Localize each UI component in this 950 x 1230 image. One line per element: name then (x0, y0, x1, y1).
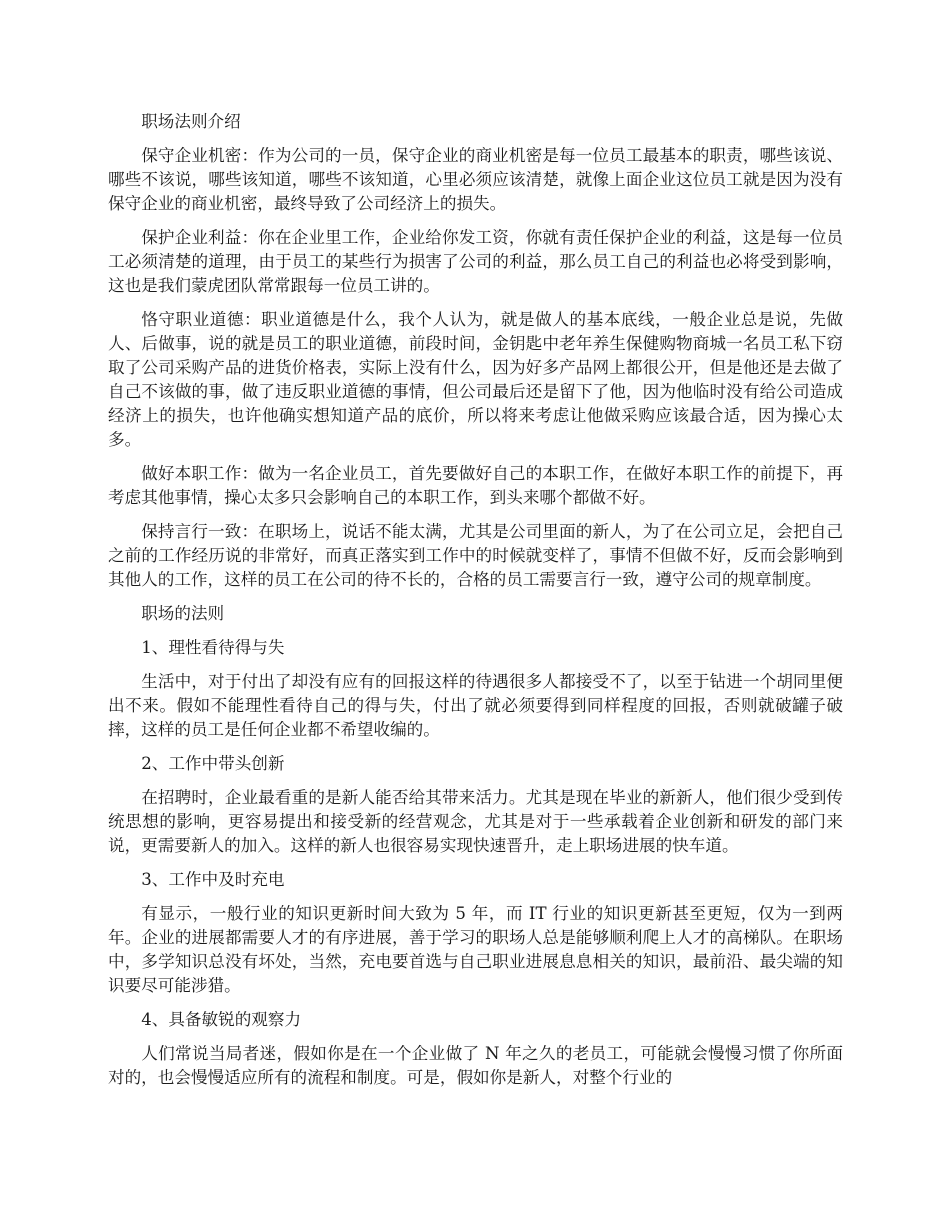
paragraph-consistency: 保持言行一致：在职场上，说话不能太满，尤其是公司里面的新人，为了在公司立足，会把自己之前的工作经历说的非常好，而真正落实到工作中的时候就变样了，事情不但做不好，反而会影响到其他人的工作，这样的员工在公司的待不长的，合格的员工需要言行一致，遵守公司的规章制度。 (108, 522, 843, 589)
rule-heading-4: 4、具备敏锐的观察力 (141, 1010, 302, 1029)
paragraph-own-duty: 做好本职工作：做为一名企业员工，首先要做好自己的本职工作，在做好本职工作的前提下，再考虑其他事情，操心太多只会影响自己的本职工作，到头来哪个都做不好。 (108, 464, 843, 507)
document-page (108, 110, 843, 1100)
rule-heading-1: 1、理性看待得与失 (141, 638, 285, 657)
section-title: 职场的法则 (141, 604, 225, 623)
paragraph-protect-interests: 保护企业利益：你在企业里工作，企业给你发工资，你就有责任保护企业的利益，这是每一位员工必须清楚的道理，由于员工的某些行为损害了公司的利益，那么员工自己的利益也必将受到影响，这也是我们蒙虎团队常常跟每一位员工讲的。 (108, 228, 843, 295)
paragraph-ethics: 恪守职业道德：职业道德是什么，我个人认为，就是做人的基本底线，一般企业总是说，先做人、后做事，说的就是员工的职业道德，前段时间，金钥匙中老年养生保健购物商城一名员工私下窃取了公司采购产品的进货价格表，实际上没有什么，因为好多产品网上都很公开，但是他还是去做了自己不该做的事，做了违反职业道德的事情，但公司最后还是留下了他，因为他临时没有给公司造成经济上的损失，也许他确实想知道产品的底价，所以将来考虑让他做采购应该最合适，因为操心太多。 (108, 310, 843, 449)
paragraph-rule-1: 生活中，对于付出了却没有应有的回报这样的待遇很多人都接受不了，以至于钻进一个胡同里便出不来。假如不能理性看待自己的得与失，付出了就必须要得到同样程度的回报，否则就破罐子破摔，这样的员工是任何企业都不希望收编的。 (108, 672, 843, 739)
paragraph-rule-2: 在招聘时，企业最看重的是新人能否给其带来活力。尤其是现在毕业的新新人，他们很少受到传统思想的影响，更容易提出和接受新的经营观念，尤其是对于一些承载着企业创新和研发的部门来说，更需要新人的加入。这样的新人也很容易实现快速晋升，走上职场进展的快车道。 (108, 788, 843, 855)
paragraph-rule-4: 人们常说当局者迷，假如你是在一个企业做了 N 年之久的老员工，可能就会慢慢习惯了你所面对的，也会慢慢适应所有的流程和制度。可是，假如你是新人，对整个行业的 (108, 1044, 843, 1087)
rule-heading-3: 3、工作中及时充电 (141, 870, 285, 889)
section-title: 职场法则介绍 (141, 112, 241, 131)
rule-heading-2: 2、工作中带头创新 (141, 754, 285, 773)
paragraph-confidentiality: 保守企业机密：作为公司的一员，保守企业的商业机密是每一位员工最基本的职责，哪些该说、哪些不该说，哪些该知道，哪些不该知道，心里必须应该清楚，就像上面企业这位员工就是因为没有保守企业的商业机密，最终导致了公司经济上的损失。 (108, 146, 843, 213)
paragraph-rule-3: 有显示，一般行业的知识更新时间大致为 5 年，而 IT 行业的知识更新甚至更短，仅为一到两年。企业的进展都需要人才的有序进展，善于学习的职场人总是能够顺利爬上人才的高梯队。在职场中，多学知识总没有坏处，当然，充电要首选与自己职业进展息息相关的知识，最前沿、最尖端的知识要尽可能涉猎。 (108, 904, 843, 995)
